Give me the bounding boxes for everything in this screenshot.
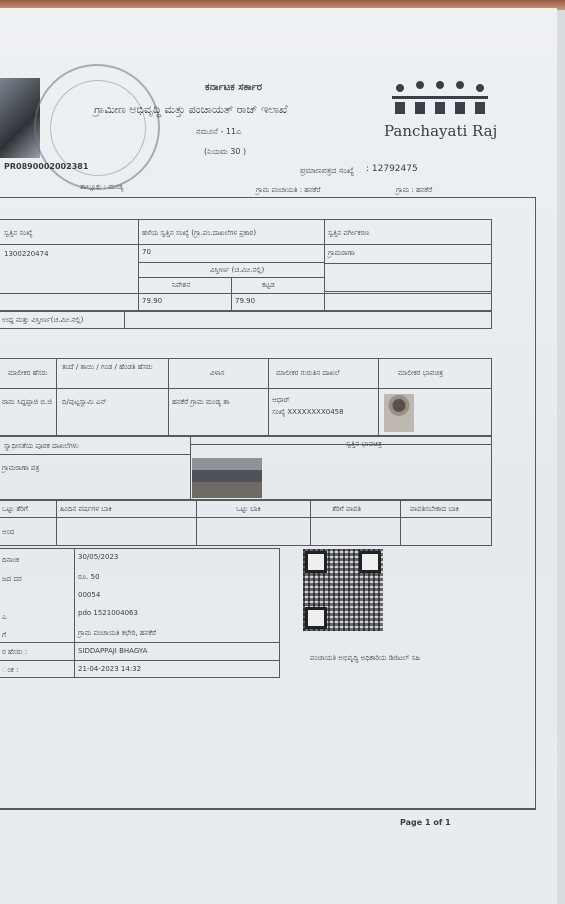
property-photo	[192, 458, 262, 498]
applicant-label: ರ ಹೆಸರು :	[2, 648, 28, 656]
officer-code: pdo 1521004063	[78, 609, 138, 617]
taluk: ತಾಲ್ಲೂಕು : ಮಂಡ್ಯ	[80, 183, 124, 191]
col-old-no-header: ಹಳೆಯ ಸ್ವತ್ತಿನ ಸಂಖ್ಯೆ (ಗ್ರಾ.ಪಂ.ದಾಖಲೆಗಳ ಪ್ರಕಾರ)	[142, 229, 257, 237]
officer-label: ಎ	[2, 613, 7, 621]
built-area-value: 79.90	[235, 297, 256, 305]
built-label: ಕಟ್ಟಡ	[262, 281, 275, 289]
page-number: Page 1 of 1	[400, 818, 451, 827]
property-id: PR0890002002381	[4, 162, 89, 171]
col-prop-no-header: ಸ್ವತ್ತಿನ ಸಂಖ್ಯೆ	[4, 229, 33, 237]
prop-photo-label: ಸ್ವತ್ತಿನ ಭಾವಚಿತ್ರ	[346, 440, 382, 448]
prev-due-header: ಹಿಂದಿನ ವರ್ಷಗಳ ಬಾಕಿ	[60, 505, 112, 513]
people-logo-icon	[388, 80, 492, 120]
id-label: ಆಧಾರ್	[272, 396, 290, 404]
official-seal	[34, 64, 160, 190]
owner-photo	[384, 394, 414, 432]
owner-address: ಹನಕೆರೆ ಗ್ರಾಮ ಮಂಡ್ಯ ತಾ	[172, 398, 230, 406]
form-number: ನಮೂನೆ - 11ಎ	[196, 127, 242, 136]
gov-title: ಕರ್ನಾಟಕ ಸರ್ಕಾರ	[205, 82, 263, 93]
applicant-name: SIDDAPPAJI BHAGYA	[78, 647, 148, 655]
village: ಗ್ರಾಮ : ಹನಕೆರೆ	[396, 186, 433, 194]
owner-name-header: ಮಾಲೀಕರ ಹೆಸರು	[8, 369, 48, 377]
area-label: ವಿಸ್ತೀರ್ಣ (ಚ.ಮೀ.ನಲ್ಲಿ)	[210, 266, 265, 274]
dims-label: ಉದ್ದ ಮತ್ತು ವಿಸ್ತೀರ್ಣ(ಚ.ಮೀ.ನಲ್ಲಿ)	[2, 316, 84, 324]
owner-name: ರಾಮ ಸಿದ್ದಪ್ಪಾಜಿ ಬಿ.ಜಿ	[2, 398, 52, 406]
relation-header: ತಂದೆ / ತಾಯಿ / ಗಂಡ / ಹೆಂಡತಿ ಹೆಸರು	[62, 363, 153, 371]
total-due-header: ಒಟ್ಟು ಬಾಕಿ	[236, 505, 261, 513]
fee-value: ರೂ. 50	[78, 573, 100, 581]
tax-paid-header: ತೆರಿಗೆ ಪಾವತಿ	[332, 505, 362, 513]
office-label: ಗೆ	[2, 631, 7, 639]
relation-name: ದಿ/ಪುಟ್ಟಸ್ವಾಮಿ ಎನ್	[62, 398, 107, 406]
id-doc-header: ಮಾಲೀಕರ ಗುರುತಿನ ದಾಖಲೆ	[276, 369, 340, 377]
rule-number: (ನಿಯಮ 30 )	[204, 147, 247, 156]
prop-no-value: 1300220474	[4, 250, 49, 258]
cert-no: : 12792475	[366, 164, 418, 174]
panchayati-raj-logo	[388, 80, 492, 120]
total-tax-header: ಒಟ್ಟು ತೆರಿಗೆ	[2, 505, 28, 513]
cert-no-label: ಪ್ರಮಾಣಪತ್ರದ ಸಂಖ್ಯೆ	[300, 166, 355, 175]
gram-panchayat: ಗ್ರಾಮ ಪಂಚಾಯತಿ : ಹನಕೆರೆ	[256, 186, 321, 194]
issue-datetime: 21-04-2023 14:32	[78, 665, 142, 673]
issue-block	[0, 548, 280, 678]
payable-header: ಪಾವತಿಸಬೇಕಾದ ಬಾಕಿ	[410, 505, 459, 513]
receipt-no: 00054	[78, 591, 101, 599]
digital-signature-label: ಪಂಚಾಯತಿ ಅಭಿವೃದ್ಧಿ ಅಧಿಕಾರಿಯ ಡಿಜಿಟಲ್ ಸಹಿ	[310, 654, 421, 662]
issue-date: 30/05/2023	[78, 553, 119, 561]
class-value: ಗ್ರಾಮಠಾಣಾ	[328, 249, 355, 257]
id-value: ಸಂಖ್ಯೆ XXXXXXXX0458	[272, 408, 344, 416]
old-no-value: 70	[142, 248, 151, 256]
qr-code	[303, 549, 383, 631]
address-header: ವಿಳಾಸ	[210, 369, 225, 377]
docs-label: ಸ್ವಾಧೀನತೆಯ ಪೂರಕ ದಾಖಲೆಗಳು	[4, 442, 79, 450]
site-label: ನಿವೇಶನ	[172, 281, 191, 289]
logo-text: Panchayati Raj	[384, 122, 498, 140]
dept-title: ಗ್ರಾಮೀಣ ಅಭಿವೃದ್ಧಿ ಮತ್ತು ಪಂಚಾಯತ್ ರಾಜ್ ಇಲಾಖೆ	[94, 103, 288, 116]
office-name: ಗ್ರಾಮ ಪಂಚಾಯತಿ ಕಛೇರಿ, ಹನಕೆರೆ	[78, 629, 157, 637]
docs-value: ಗ್ರಾಮಠಾಣಾ ಪತ್ರ	[2, 464, 40, 472]
site-area-value: 79.90	[142, 297, 163, 305]
total-tax-value: ಅಂದ	[2, 528, 15, 536]
photo-header: ಮಾಲೀಕರ ಭಾವಚಿತ್ರ	[398, 369, 444, 377]
col-class-header: ಸ್ವತ್ತಿನ ವರ್ಗೀಕರಣ	[328, 229, 370, 237]
date-time-label: ಂಕ :	[2, 666, 19, 674]
issue-date-label: ದಿನಾಂಕ	[2, 556, 20, 564]
fee-label: ಜದ ದರ	[2, 575, 22, 583]
